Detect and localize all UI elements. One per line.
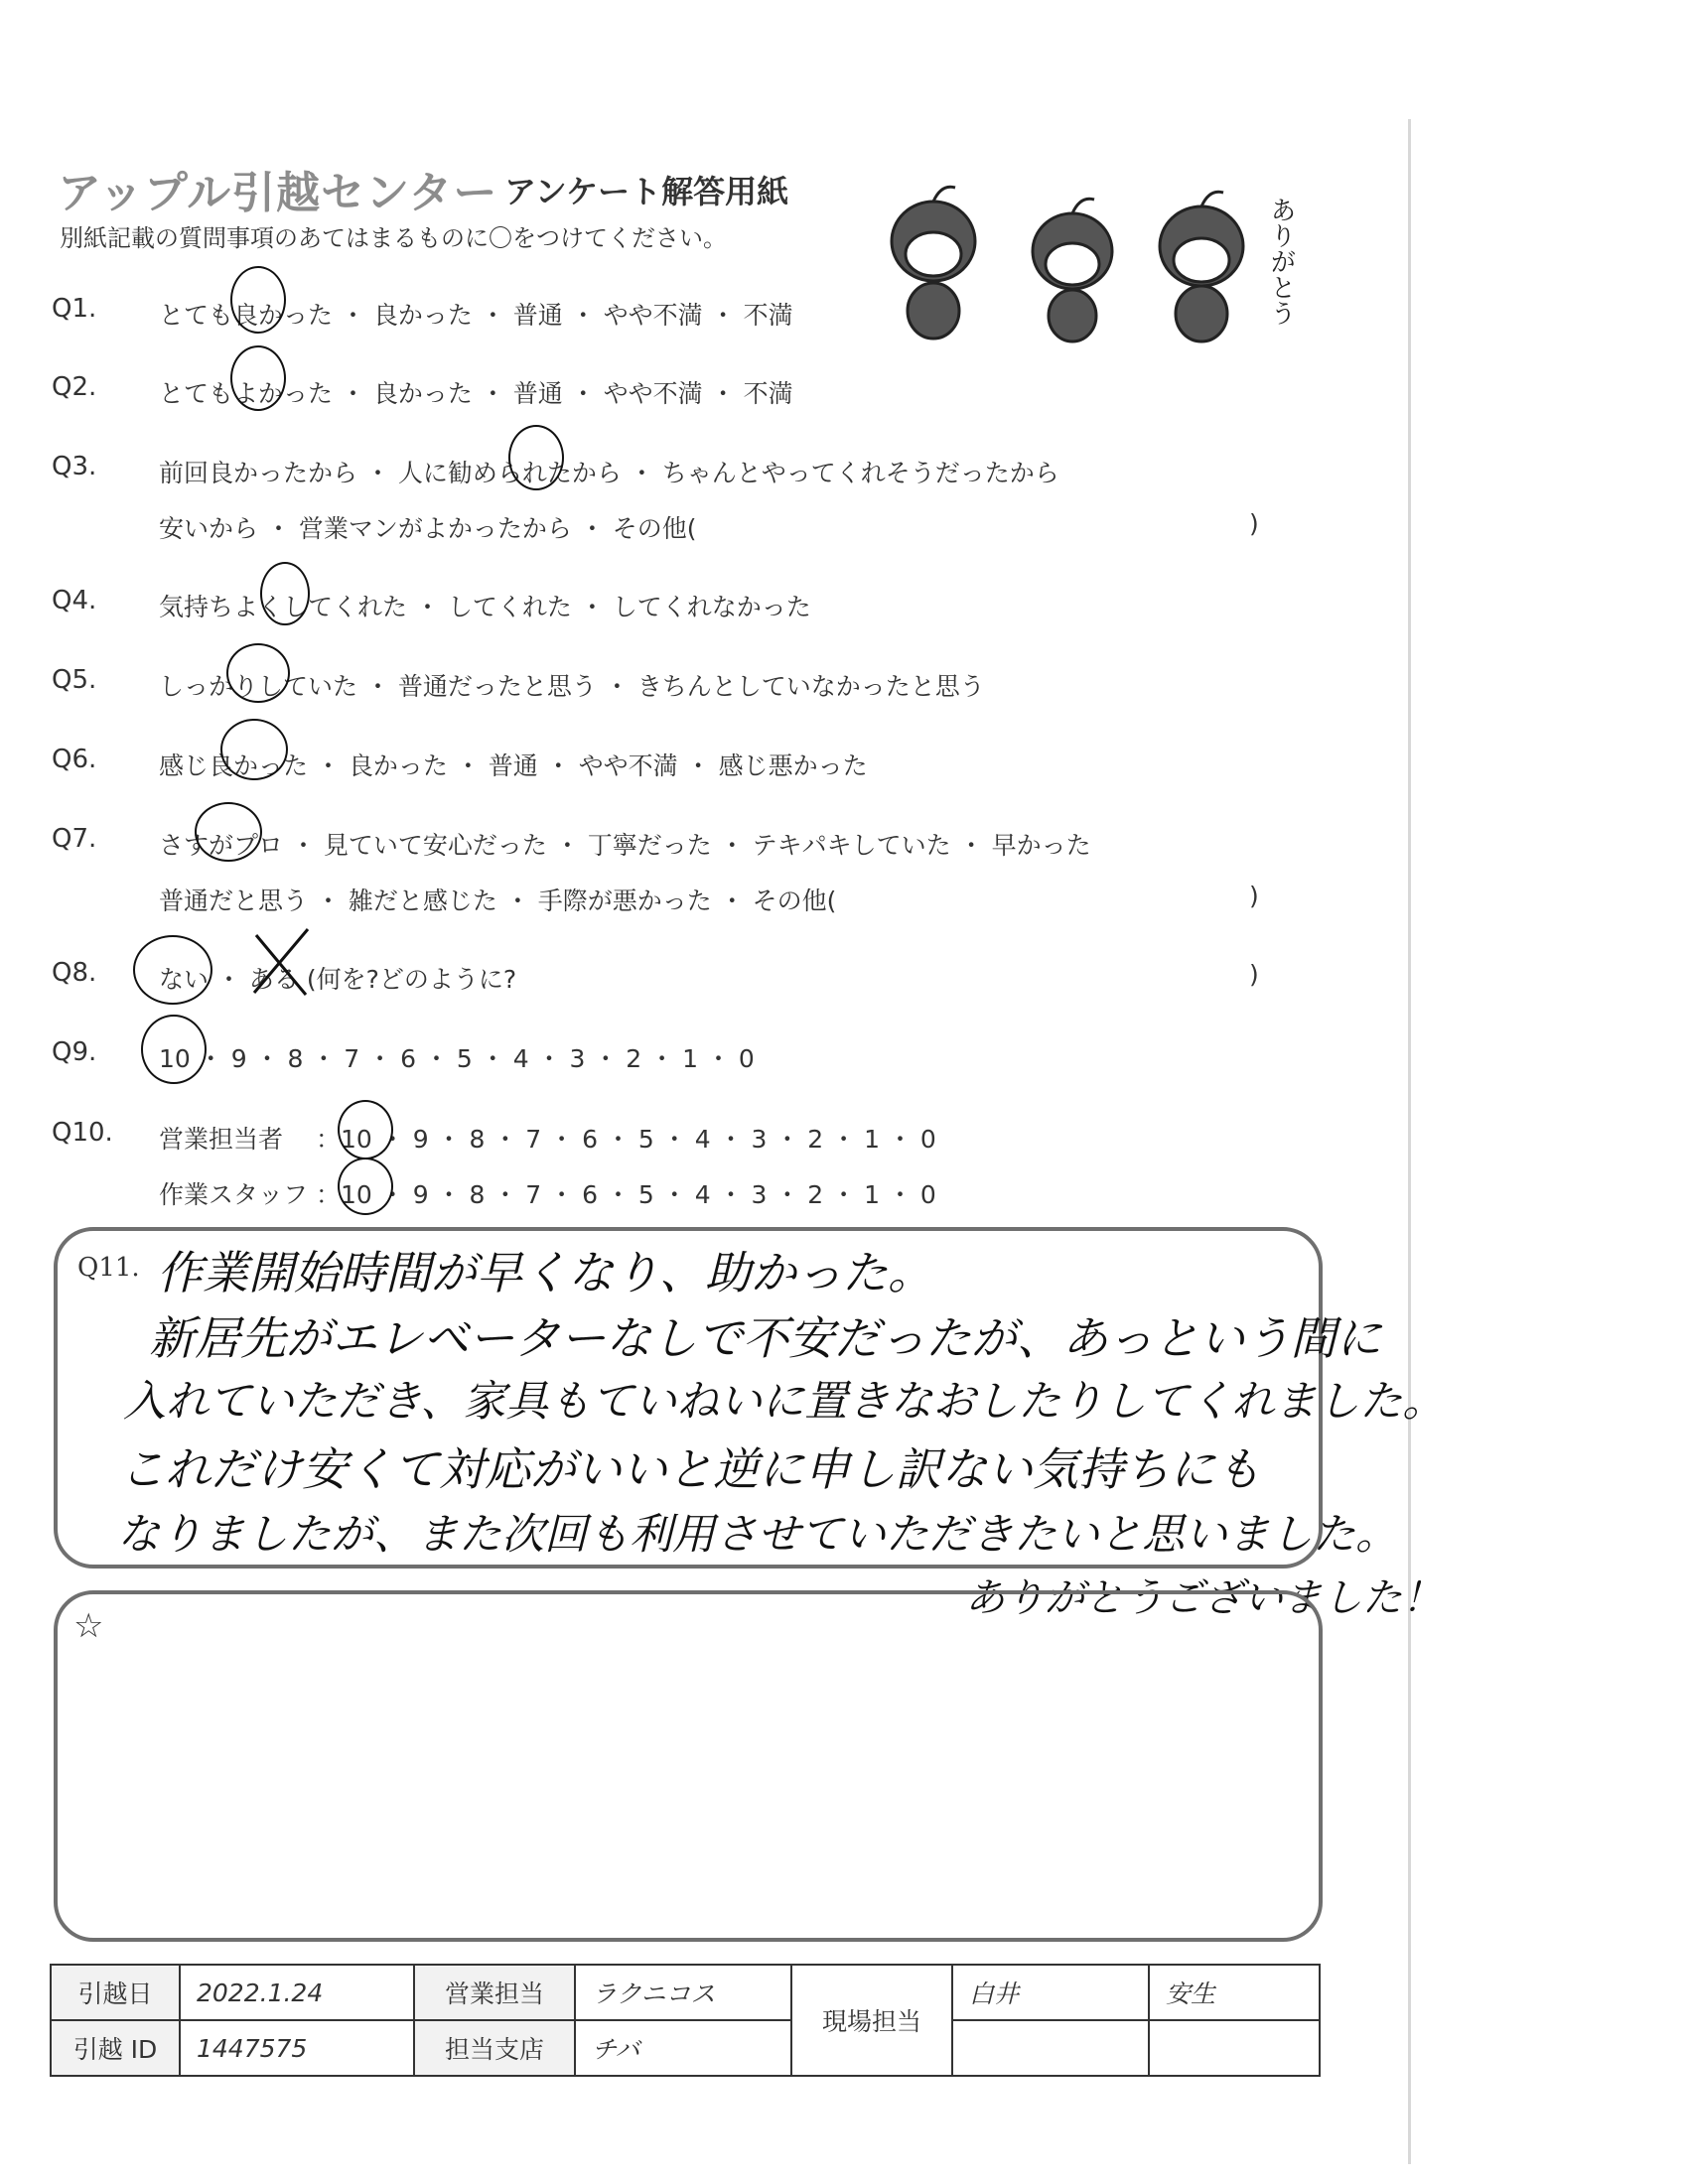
answer-circle-q5	[226, 643, 290, 703]
answer-circle-q10-sales	[338, 1100, 393, 1160]
q8-close-paren: )	[1249, 960, 1259, 989]
move-id-value: 1447575	[180, 2020, 414, 2076]
answer-circle-q7	[195, 802, 262, 862]
q4-label: Q4.	[52, 586, 97, 615]
q3-options-line1: 前回良かったから ・ 人に勧められたから ・ ちゃんとやってくれそうだったから	[159, 459, 1059, 487]
answer-circle-q3	[508, 425, 564, 490]
q10-staff-scale: ：10 ・ 9 ・ 8 ・ 7 ・ 6 ・ 5 ・ 4 ・ 3 ・ 2 ・ 1 ・ 0	[316, 1180, 936, 1209]
site-staff-1-value: 白井	[952, 1965, 1149, 2020]
cross-out-mark	[246, 923, 316, 1003]
q8-options: ない ・ ある (何を?どのように?	[159, 965, 517, 994]
star-free-comment-box	[54, 1590, 1323, 1942]
branch-value: チバ	[575, 2020, 791, 2076]
q5-label: Q5.	[52, 665, 97, 695]
monkey-mascots-illustration	[864, 167, 1321, 345]
move-date-label: 引越日	[51, 1965, 180, 2020]
q11-handwritten-line-4: これだけ安くて対応がいいと逆に申し訳ない気持ちにも	[119, 1442, 1261, 1496]
answer-circle-q8	[133, 935, 212, 1005]
sales-staff-label: 営業担当	[414, 1965, 575, 2020]
q10-label: Q10.	[52, 1118, 113, 1148]
monkey-right-icon	[1160, 192, 1243, 341]
q6-label: Q6.	[52, 745, 97, 774]
site-staff-2-value: 安生	[1149, 1965, 1320, 2020]
monkey-center-icon	[1033, 199, 1112, 341]
q7-options-line1: さすがプロ ・ 見ていて安心だった ・ 丁寧だった ・ テキパキしていた ・ 早かった	[159, 831, 1091, 860]
star-icon: ☆	[73, 1606, 104, 1646]
q11-label: Q11.	[77, 1253, 140, 1283]
q3-close-paren: )	[1249, 509, 1259, 538]
q9-label: Q9.	[52, 1037, 97, 1067]
brand-logo-text: アップル引越センター	[58, 168, 498, 218]
q6-options: 感じ良かった ・ 良かった ・ 普通 ・ やや不満 ・ 感じ悪かった	[159, 751, 868, 780]
site-staff-2-blank	[1149, 2020, 1320, 2076]
q3-label: Q3.	[52, 452, 97, 481]
site-staff-1-blank	[952, 2020, 1149, 2076]
q8-label: Q8.	[52, 958, 97, 988]
branch-label: 担当支店	[414, 2020, 575, 2076]
instruction-text: 別紙記載の質問事項のあてはまるものに〇をつけてください。	[60, 224, 727, 252]
q5-options: しっかりしていた ・ 普通だったと思う ・ きちんとしていなかったと思う	[159, 672, 985, 701]
answer-circle-q1	[230, 266, 286, 334]
move-id-label: 引越 ID	[51, 2020, 180, 2076]
document-title: アンケート解答用紙	[504, 173, 789, 210]
q4-options: 気持ちよくしてくれた ・ してくれた ・ してくれなかった	[159, 593, 811, 621]
q1-label: Q1.	[52, 294, 97, 324]
q7-label: Q7.	[52, 824, 97, 854]
q2-options: とてもよかった ・ 良かった ・ 普通 ・ やや不満 ・ 不満	[159, 379, 793, 408]
q11-handwritten-line-3: 入れていただき、家具もていねいに置きなおしたりしてくれました。	[123, 1377, 1446, 1427]
answer-circle-q2	[230, 345, 286, 411]
q7-close-paren: )	[1249, 882, 1259, 910]
q11-handwritten-line-1: 作業開始時間が早くなり、助かった。	[157, 1246, 933, 1299]
move-date-value: 2022.1.24	[180, 1965, 414, 2020]
sales-staff-value: ラクニコス	[575, 1965, 791, 2020]
answer-circle-q10-staff	[338, 1158, 393, 1215]
q1-options: とても良かった ・ 良かった ・ 普通 ・ やや不満 ・ 不満	[159, 301, 793, 330]
monkey-left-icon	[892, 187, 975, 339]
q10-sales-label: 営業担当者	[159, 1125, 284, 1154]
q11-handwritten-line-6: ありがとうございました！	[965, 1575, 1442, 1621]
answer-circle-q6	[220, 719, 288, 780]
answer-circle-q4	[260, 562, 310, 625]
site-staff-label: 現場担当	[791, 1965, 952, 2076]
q2-label: Q2.	[52, 372, 97, 402]
q10-sales-scale: ：10 ・ 9 ・ 8 ・ 7 ・ 6 ・ 5 ・ 4 ・ 3 ・ 2 ・ 1 ・ 0	[316, 1125, 936, 1154]
q7-options-line2: 普通だと思う ・ 雑だと感じた ・ 手際が悪かった ・ その他(	[159, 887, 837, 915]
q9-scale: 10 ・ 9 ・ 8 ・ 7 ・ 6 ・ 5 ・ 4 ・ 3 ・ 2 ・ 1 ・ 0	[159, 1044, 755, 1073]
q10-staff-label: 作業スタッフ	[159, 1180, 309, 1209]
q11-handwritten-line-2: 新居先がエレベーターなしで不安だったが、あっという間に	[149, 1311, 1382, 1365]
answer-circle-q9	[141, 1015, 207, 1084]
q3-options-line2: 安いから ・ 営業マンがよかったから ・ その他(	[159, 514, 697, 543]
illustration-caption: ありがとう	[1266, 197, 1296, 326]
move-info-table	[50, 1964, 1321, 2077]
q11-handwritten-line-5: なりましたが、また次回も利用させていただきたいと思いました。	[117, 1510, 1398, 1560]
page-edge	[1408, 119, 1411, 2164]
